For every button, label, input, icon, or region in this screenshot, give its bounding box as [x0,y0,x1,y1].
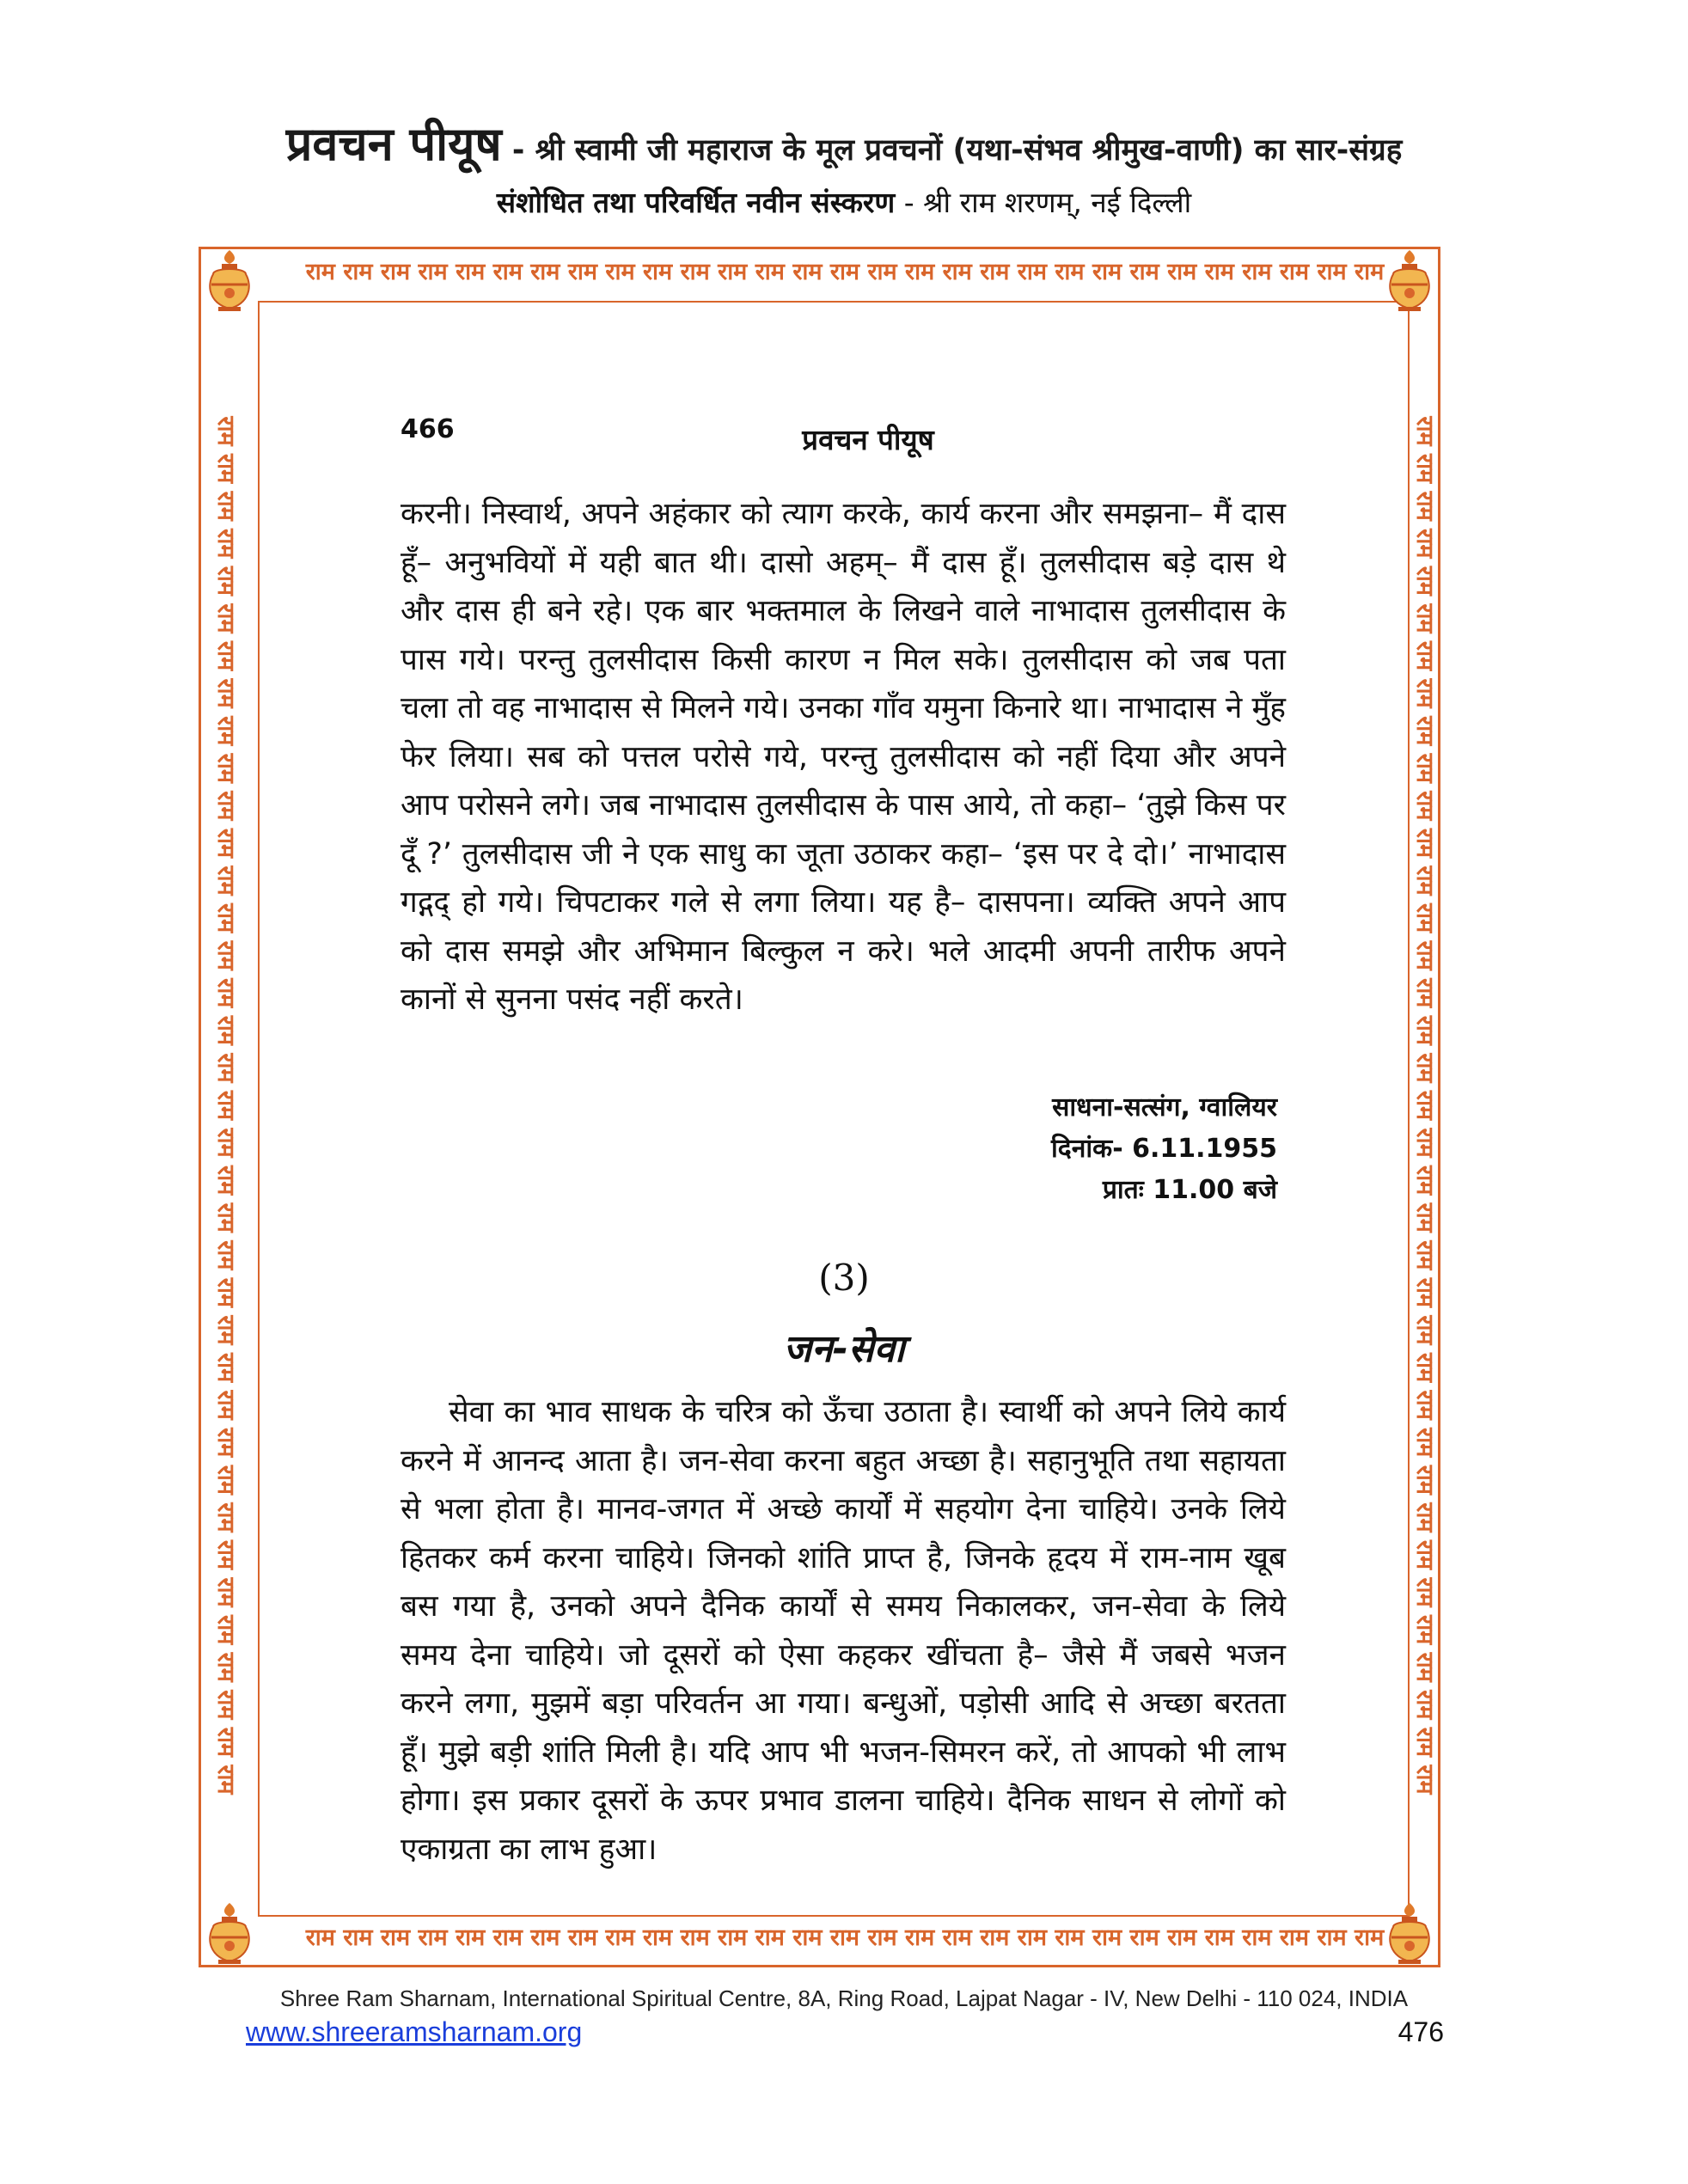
footer-page-number: 476 [1397,2016,1444,2047]
border-text-bottom: राम राम राम राम राम राम राम राम राम राम राम राम राम राम राम राम राम राम राम राम राम राम राम राम राम राम राम राम राम [305,1924,1385,1951]
book-subtitle: - श्री स्वामी जी महाराज के मूल प्रवचनों (यथा-संभव श्रीमुख-वाणी) का सार-संग्रह [501,133,1403,168]
document-header-edition [0,182,1688,221]
paragraph-jan-seva: सेवा का भाव साधक के चरित्र को ऊँचा उठाता है। स्वार्थी को अपने लिये कार्य करने में आनन्द आता है। जन-सेवा करना बहुत अच्छा है। सहानुभूति तथा सहायता से भला होता है। मानव-जगत में अच्छे कार्यों में सहयोग देना चाहिये। उनके लिये हितकर कर्म करना चाहिये। जिनको शांति प्राप्त है, जिनके हृदय में राम-नाम खूब बस गया है, उनको अपने दैनिक कार्यों से समय निकालकर, जन-सेवा के लिये समय देना चाहिये। जो दूसरों को ऐसा कहकर खींचता है– जैसे मैं जबसे भजन करने लगा, मुझमें बड़ा परिवर्तन आ गया। बन्धुओं, पड़ोसी आदि से अच्छा बरतता हूँ। मुझे बड़ी शांति मिली है। यदि आप भी भजन-सिमरन करें, तो आपको भी लाभ होगा। इस प्रकार दूसरों के ऊपर प्रभाव डालना चाहिये। दैनिक साधन से लोगों को एकाग्रता का लाभ हुआ। [401,1395,1286,1867]
kalash-icon [1383,1901,1436,1965]
book-title: प्रवचन पीयूष [285,117,502,171]
border-text-left: राम राम राम राम राम राम राम राम राम राम राम राम राम राम राम राम राम राम राम राम राम राम राम राम राम राम राम राम राम राम राम राम राम राम राम राम राम [212,416,239,1795]
border-text-top: राम राम राम राम राम राम राम राम राम राम राम राम राम राम राम राम राम राम राम राम राम राम राम राम राम राम राम राम राम [305,259,1385,285]
website-link[interactable]: www.shreeramsharnam.org [246,2016,583,2047]
publisher-label: - श्री राम शरणम्, नई दिल्ली [895,186,1192,219]
signature-date: दिनांक- 6.11.1955 [1051,1134,1277,1164]
book-page-number: 466 [401,414,455,444]
section-number: (3) [818,1257,870,1299]
signature-time: प्रातः 11.00 बजे [1102,1175,1277,1205]
section-title: जन-सेवा [783,1327,905,1371]
border-column-left [208,323,242,1887]
edition-label: संशोधित तथा परिवर्धित नवीन संस्करण [496,186,896,219]
paragraph-dasbhav: करनी। निस्वार्थ, अपने अहंकार को त्याग करके, कार्य करना और समझना– मैं दास हूँ– अनुभवियों में यही बात थी। दासो अहम्– मैं दास हूँ। तुलसीदास बड़े दास थे और दास ही बने रहे। एक बार भक्तमाल के लिखने वाले नाभादास तुलसीदास के पास गये। परन्तु तुलसीदास किसी कारण न मिल सके। तुलसीदास को जब पता चला तो वह नाभादास से मिलने गये। उनका गाँव यमुना किनारे था। नाभादास ने मुँह फेर लिया। सब को पत्तल परोसे गये, परन्तु तुलसीदास को नहीं दिया और अपने आप परोसने लगे। जब नाभादास तुलसीदास के पास आये, तो कहा– ‘तुझे किस पर दूँ ?’ तुलसीदास जी ने एक साधु का जूता उठाकर कहा– ‘इस पर दे दो।’ नाभादास गद्गद् हो गये। चिपटाकर गले से लगा लिया। यह है– दासपना। व्यक्ति अपने आप को दास समझे और अभिमान बिल्कुल न करे। भले आदमी अपनी तारीफ अपने कानों से सुनना पसंद नहीं करते। [401,497,1286,1017]
kalash-icon [1383,248,1436,312]
border-text-right: राम राम राम राम राम राम राम राम राम राम राम राम राम राम राम राम राम राम राम राम राम राम राम राम राम राम राम राम राम राम राम राम राम राम राम राम राम [1411,416,1438,1795]
footer-address: Shree Ram Sharnam, International Spiritual Centre, 8A, Ring Road, Lajpat Nagar - IV, New Delhi - 110 024, INDIA [279,1985,1409,2011]
running-head: प्रवचन पीयूष [802,423,934,456]
document-header-title [0,110,1688,174]
kalash-icon [203,248,256,312]
kalash-icon [203,1901,256,1965]
border-column-right [1407,323,1441,1887]
signature-place: साधना-सत्संग, ग्वालियर [1052,1092,1277,1123]
